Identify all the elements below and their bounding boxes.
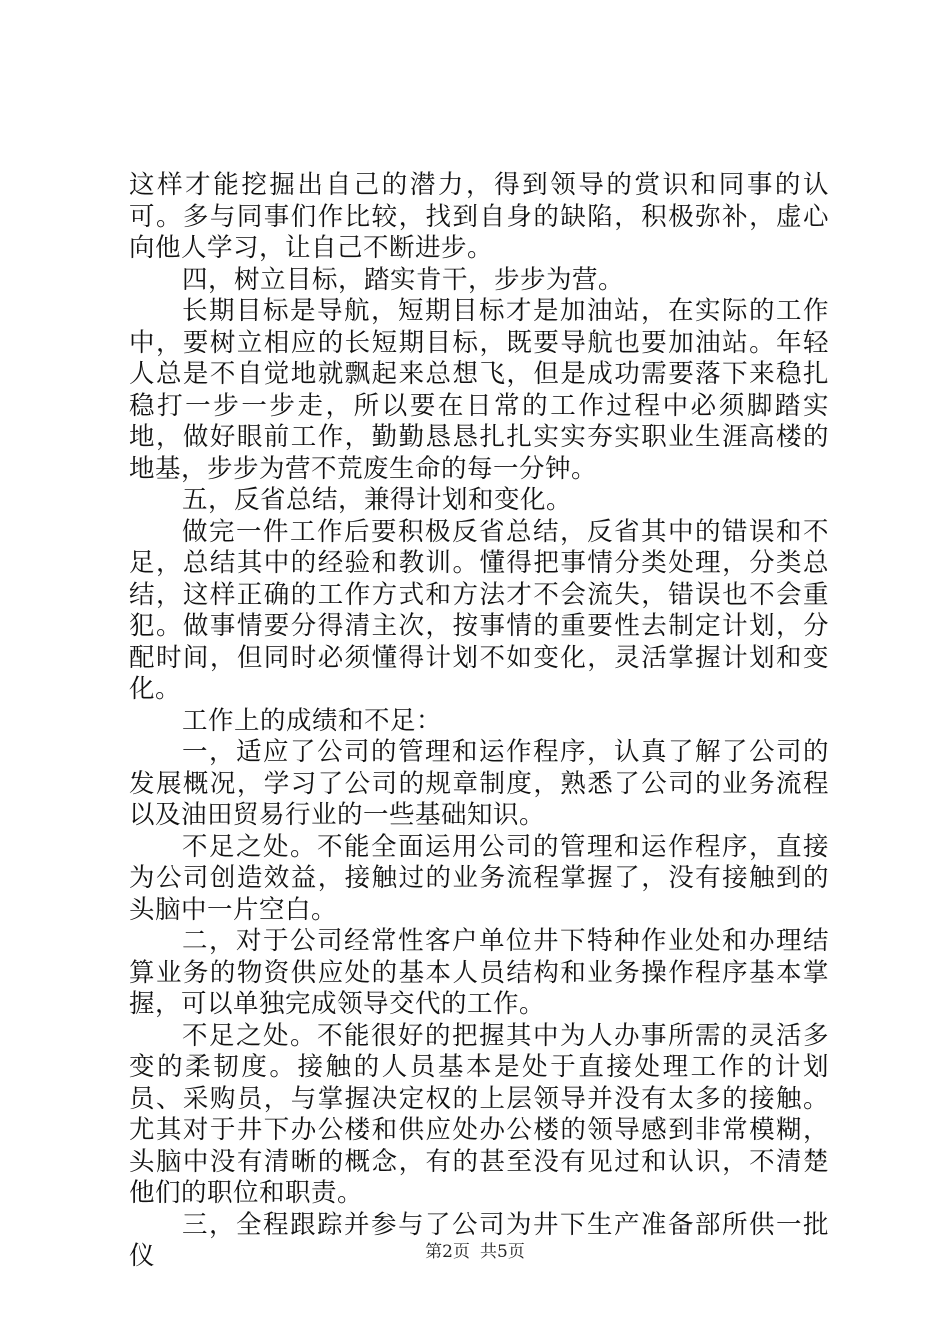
paragraph-achievement-two: 二，对于公司经常性客户单位井下特种作业处和办理结算业务的物资供应处的基本人员结构和业务操作程序基本掌握，可以单独完成领导交代的工作。 bbox=[129, 926, 829, 1019]
page-footer bbox=[0, 1242, 950, 1262]
paragraph-shortcoming-one: 不足之处。不能全面运用公司的管理和运作程序，直接为公司创造效益，接触过的业务流程掌握了，没有接触到的头脑中一片空白。 bbox=[129, 831, 829, 925]
section-heading-five: 五，反省总结，兼得计划和变化。 bbox=[182, 485, 573, 515]
section-heading-four: 四，树立目标，踏实肯干，步步为营。 bbox=[182, 264, 625, 295]
page-number: 第2页 bbox=[425, 1242, 470, 1262]
paragraph-shortcoming-two: 不足之处。不能很好的把握其中为人办事所需的灵活多变的柔韧度。接触的人员基本是处于直接处理工作的计划员、采购员，与掌握决定权的上层领导并没有太多的接触。尤其对于井下办公楼和供应处办公楼的领导感到非常模糊，头脑中没有清晰的概念，有的甚至没有见过和认识，不清楚他们的职位和职责。 bbox=[129, 1020, 829, 1208]
paragraph-reflection: 做完一件工作后要积极反省总结，反省其中的错误和不足，总结其中的经验和教训。懂得把事情分类处理，分类总结，这样正确的工作方式和方法才不会流失，错误也不会重犯。做事情要分得清主次，按事情的重要性去制定计划，分配时间，但同时必须懂得计划不如变化，灵活掌握计划和变化。 bbox=[129, 516, 829, 704]
paragraph-achievement-one: 一，适应了公司的管理和运作程序，认真了解了公司的发展概况，学习了公司的规章制度，熟悉了公司的业务流程以及油田贸易行业的一些基础知识。 bbox=[129, 737, 829, 830]
paragraph-achievement-three: 三，全程跟踪并参与了公司为井下生产准备部所供一批仪 bbox=[129, 1209, 829, 1271]
paragraph-goals: 长期目标是导航，短期目标才是加油站，在实际的工作中，要树立相应的长短期目标，既要导航也要加油站。年轻人总是不自觉地就飘起来总想飞，但是成功需要落下来稳扎稳打一步一步走，所以要在日常的工作过程中必须脚踏实地，做好眼前工作，勤勤恳恳扎扎实实夯实职业生涯高楼的地基，步步为营不荒废生命的每一分钟。 bbox=[129, 296, 829, 484]
document-body bbox=[129, 170, 829, 1273]
page-total: 共5页 bbox=[480, 1242, 525, 1262]
section-heading-achievements: 工作上的成绩和不足： bbox=[182, 705, 443, 736]
paragraph-continuation: 这样才能挖掘出自己的潜力，得到领导的赏识和同事的认可。多与同事们作比较，找到自身的缺陷，积极弥补，虚心向他人学习，让自己不断进步。 bbox=[129, 170, 829, 263]
